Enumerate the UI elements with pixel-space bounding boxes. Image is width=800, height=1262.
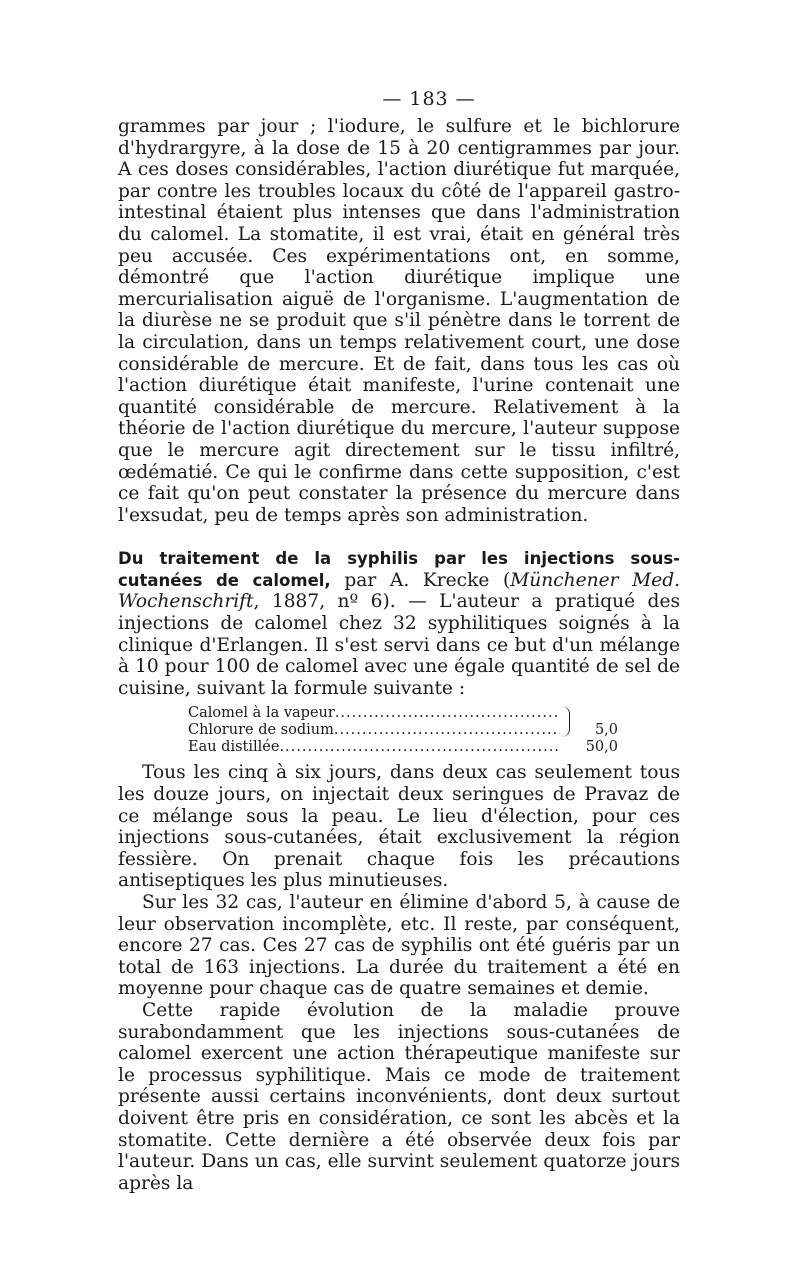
formula-ingredient: Calomel à la vapeur — [188, 705, 335, 722]
formula-leader-dots — [334, 722, 560, 739]
formula-row — [188, 739, 618, 756]
formula-quantity: 50,0 — [585, 739, 618, 756]
section-intro: L'auteur a pratiqué des injections de calomel chez 32 syphilitiques soignés à la clinique d'Erlangen. Il s'est servi dans ce but d'un mélange à 10 pour 100 de calomel avec une égale quantité de sel de cuisine, suivant la formule suivante : — [118, 591, 680, 699]
section-journal: Münchener Med. Wochenschrift — [118, 569, 681, 613]
formula-row — [188, 722, 618, 739]
section-title-bold: Du traitement de la syphilis par les injections sous-cutanées de calomel, — [118, 549, 680, 590]
section-citation: , 1887, nº 6). — — [253, 591, 440, 613]
section-heading — [118, 548, 680, 699]
formula-ingredient: Chlorure de sodium — [188, 722, 334, 739]
formula-ingredient: Eau distillée — [188, 739, 280, 756]
formula-row — [188, 705, 618, 722]
page-number: — 183 — — [382, 88, 476, 110]
formula-leader-dots — [335, 705, 560, 722]
formula-brace — [561, 706, 570, 737]
paragraph: Sur les 32 cas, l'auteur en élimine d'abord 5, à cause de leur observation incomplète, etc. Il reste, par conséquent, encore 27 cas. Ces 27 cas de syphilis ont été guéris par un total de 163 injections. La durée du traitement a été en moyenne pour chaque cas de quatre semaines et demie. — [118, 892, 680, 1000]
formula-leader-dots — [279, 739, 560, 756]
formula-table — [188, 705, 618, 756]
paragraph: Cette rapide évolution de la maladie prouve surabondamment que les injections sous-cutanées de calomel exercent une action thérapeutique manifeste sur le processus syphilitique. Mais ce mode de traitement présente aussi certains inconvénients, dont deux surtout doivent être pris en considération, ce sont les abcès et la stomatite. Cette dernière a été observée deux fois par l'auteur. Dans un cas, elle survint seulement quatorze jours après la — [118, 999, 680, 1194]
paragraph: Tous les cinq à six jours, dans deux cas seulement tous les douze jours, on injectait deux seringues de Pravaz de ce mélange sous la peau. Le lieu d'élection, pour ces injections sous-cutanées, était exclusivement la région fessière. On prenait chaque fois les précautions antiseptiques les plus minutieuses. — [118, 762, 680, 892]
section-author: par A. Krecke ( — [330, 569, 511, 591]
formula-quantity: 5,0 — [594, 722, 618, 739]
paragraph-continued: grammes par jour ; l'iodure, le sulfure et le bichlorure d'hydrargyre, à la dose de 15 à 20 centigrammes par jour. A ces doses considérables, l'action diurétique fut marquée, par contre les troubles locaux du côté de l'appareil gastro-intestinal étaient plus intenses que dans l'administration du calomel. La stomatite, il est vrai, était en général très peu accusée. Ces expérimentations ont, en somme, démontré que l'action diurétique implique une mercurialisation aiguë de l'organisme. L'augmentation de la diurèse ne se produit que s'il pénètre dans le torrent de la circulation, dans un temps relativement court, une dose considérable de mercure. Et de fait, dans tous les cas où l'action diurétique était manifeste, l'urine contenait une quantité considérable de mercure. Relativement à la théorie de l'action diurétique du mercure, l'auteur suppose que le mercure agit directement sur le tissu infiltré, œdématié. Ce qui le confirme dans cette supposition, c'est ce fait qu'on peut constater la présence du mercure dans l'exsudat, peu de temps après son administration. — [118, 116, 680, 526]
